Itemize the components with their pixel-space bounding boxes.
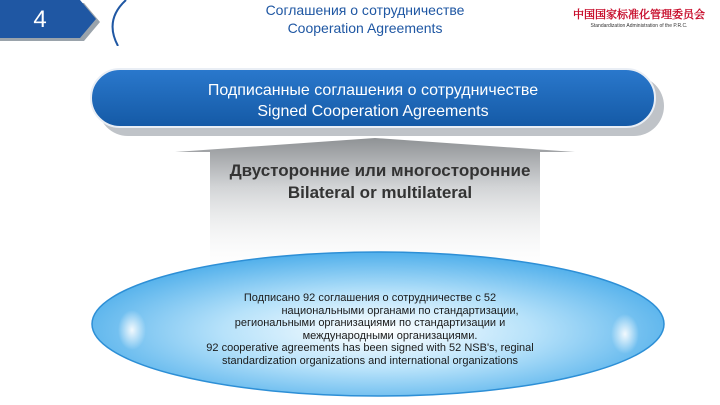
summary-line: международными организациями.: [302, 329, 478, 342]
signed-agreements-title: [90, 80, 656, 122]
logo-english-text: Standardization Administration of the P.R.C.: [590, 23, 688, 29]
header-divider-curve: [96, 0, 136, 46]
sac-logo: [572, 8, 706, 34]
page-title: [240, 1, 490, 37]
summary-line: региональными организациями по стандартизации и: [234, 317, 506, 329]
summary-line: национальными органами по стандартизации,: [281, 304, 519, 317]
section-number: 4: [33, 6, 47, 33]
arrow-label-ru: Двусторонние или многосторонние: [229, 161, 531, 180]
summary-text: [170, 292, 570, 367]
page-title-en: Cooperation Agreements: [287, 20, 443, 36]
summary-line: Подписано 92 соглашения о сотрудничестве с 52: [243, 292, 497, 304]
arrow-label: [175, 160, 585, 204]
page-title-ru: Соглашения о сотрудничестве: [265, 2, 465, 18]
summary-line: 92 cooperative agreements has been signed with 52 NSB's, reginal: [206, 342, 534, 354]
section-number-tab: [0, 0, 102, 46]
summary-line: standardization organizations and international organizations: [222, 354, 518, 367]
signed-title-ru: Подписанные соглашения о сотрудничестве: [207, 82, 539, 99]
logo-chinese-text: 中国国家标准化管理委员会: [573, 9, 705, 21]
arrow-label-en: Bilateral or multilateral: [287, 183, 473, 202]
signed-title-en: Signed Cooperation Agreements: [257, 103, 489, 120]
